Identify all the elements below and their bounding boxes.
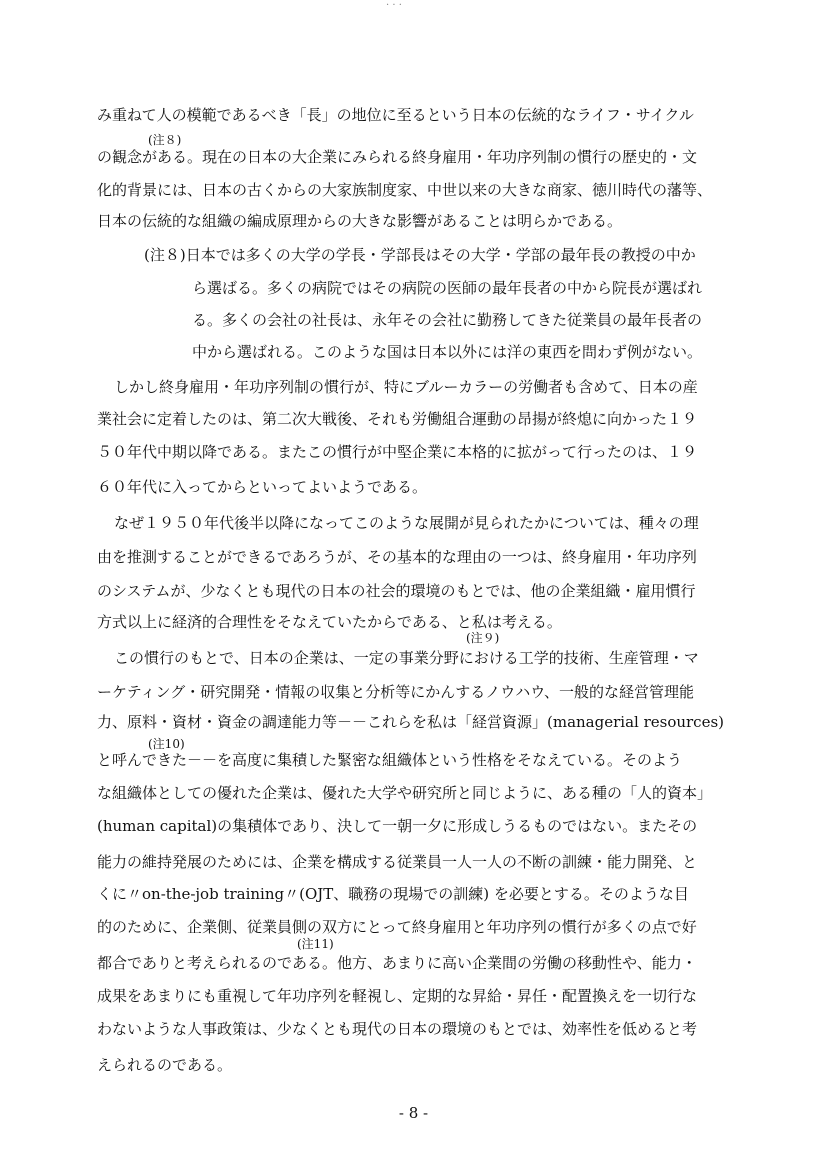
footnote-marker: (注11)	[297, 937, 334, 951]
body-line: 化的背景には、日本の古くからの大家族制度家、中世以来の大きな商家、徳川時代の藩等、	[97, 181, 713, 199]
body-line: (human capital)の集積体であり、決して一朝一夕に形成しうるものではない。またその	[97, 817, 698, 835]
body-line: 日本の伝統的な組織の編成原理からの大きな影響があることは明らかである。	[97, 212, 623, 230]
footnote-marker: (注10)	[148, 737, 185, 751]
body-line: 的のために、企業側、従業員側の双方にとって終身雇用と年功序列の慣行が多くの点で好	[97, 918, 697, 936]
body-line: くに〃on-the-job training〃(OJT、職務の現場での訓練) を必要とする。そのような目	[97, 885, 689, 903]
body-line: えられるのである。	[97, 1056, 233, 1074]
body-line: ６０年代に入ってからといってよいようである。	[97, 478, 428, 496]
footnote-marker: (注８)	[148, 133, 182, 147]
body-line: 能力の維持発展のためには、企業を構成する従業員一人一人の不断の訓練・能力開発、と	[97, 853, 698, 871]
body-line: 成果をあまりにも重視して年功序列を軽視し、定期的な昇給・昇任・配置換えを一切行な	[97, 987, 698, 1005]
body-line: ーケティング・研究開発・情報の収集と分析等にかんするノウハウ、一般的な経営管理能	[97, 683, 695, 701]
body-line: この慣行のもとで、日本の企業は、一定の事業分野における工学的技術、生産管理・マ	[114, 649, 699, 667]
body-line: わないような人事政策は、少なくとも現代の日本の環境のもとでは、効率性を低めると考	[97, 1020, 698, 1038]
body-line: 業社会に定着したのは、第二次大戦後、それも労働組合運動の昂揚が終熄に向かった１９	[97, 410, 698, 428]
footnote-line: る。多くの会社の社長は、永年その会社に勤務してきた従業員の最年長者の	[192, 311, 703, 329]
body-line: 方式以上に経済的合理性をそなえていたからである、と私は考える。	[97, 613, 562, 631]
body-line: な組織体としての優れた企業は、優れた大学や研究所と同じように、ある種の「人的資本」	[97, 784, 713, 802]
footnote-line: ら選ばる。多くの病院ではその病院の医師の最年長者の中から院長が選ばれ	[192, 279, 703, 297]
footnote-line: 中から選ばれる。このような国は日本以外には洋の東西を問わず例がない。	[192, 343, 703, 361]
body-line: の観念がある。現在の日本の大企業にみられる終身雇用・年功序列制の慣行の歴史的・文	[97, 148, 698, 166]
body-line: 由を推測することができるであろうが、その基本的な理由の一つは、終身雇用・年功序列	[97, 548, 697, 566]
body-line: のシステムが、少なくとも現代の日本の社会的環境のもとでは、他の企業組織・雇用慣行	[97, 582, 696, 600]
body-line: 力、原料・資材・資金の調達能力等－－これらを私は「経営資源」(managerial resources)	[97, 713, 725, 731]
body-line: と呼んできた－－を高度に集積した緊密な組織体という性格をそなえている。そのよう	[97, 751, 683, 769]
body-line: しかし終身雇用・年功序列制の慣行が、特にブルーカラーの労働者も含めて、日本の産	[114, 378, 698, 396]
footnote-line: (注８)日本では多くの大学の学長・学部長はその大学・学部の最年長の教授の中か	[144, 246, 696, 264]
body-line: ５０年代中期以降である。またこの慣行が中堅企業に本格的に拡がって行ったのは、１９	[97, 443, 698, 461]
page-number: - 8 -	[398, 1104, 429, 1122]
body-line: み重ねて人の模範であるべき「長」の地位に至るという日本の伝統的なライフ・サイクル	[97, 106, 694, 124]
body-line: 都合でありと考えられるのである。他方、あまりに高い企業間の労働の移動性や、能力・	[97, 954, 697, 972]
scan-mark: · · ·	[386, 0, 402, 11]
footnote-marker: (注９)	[466, 631, 500, 645]
body-line: なぜ１９５０年代後半以降になってこのような展開が見られたかについては、種々の理	[114, 514, 699, 532]
